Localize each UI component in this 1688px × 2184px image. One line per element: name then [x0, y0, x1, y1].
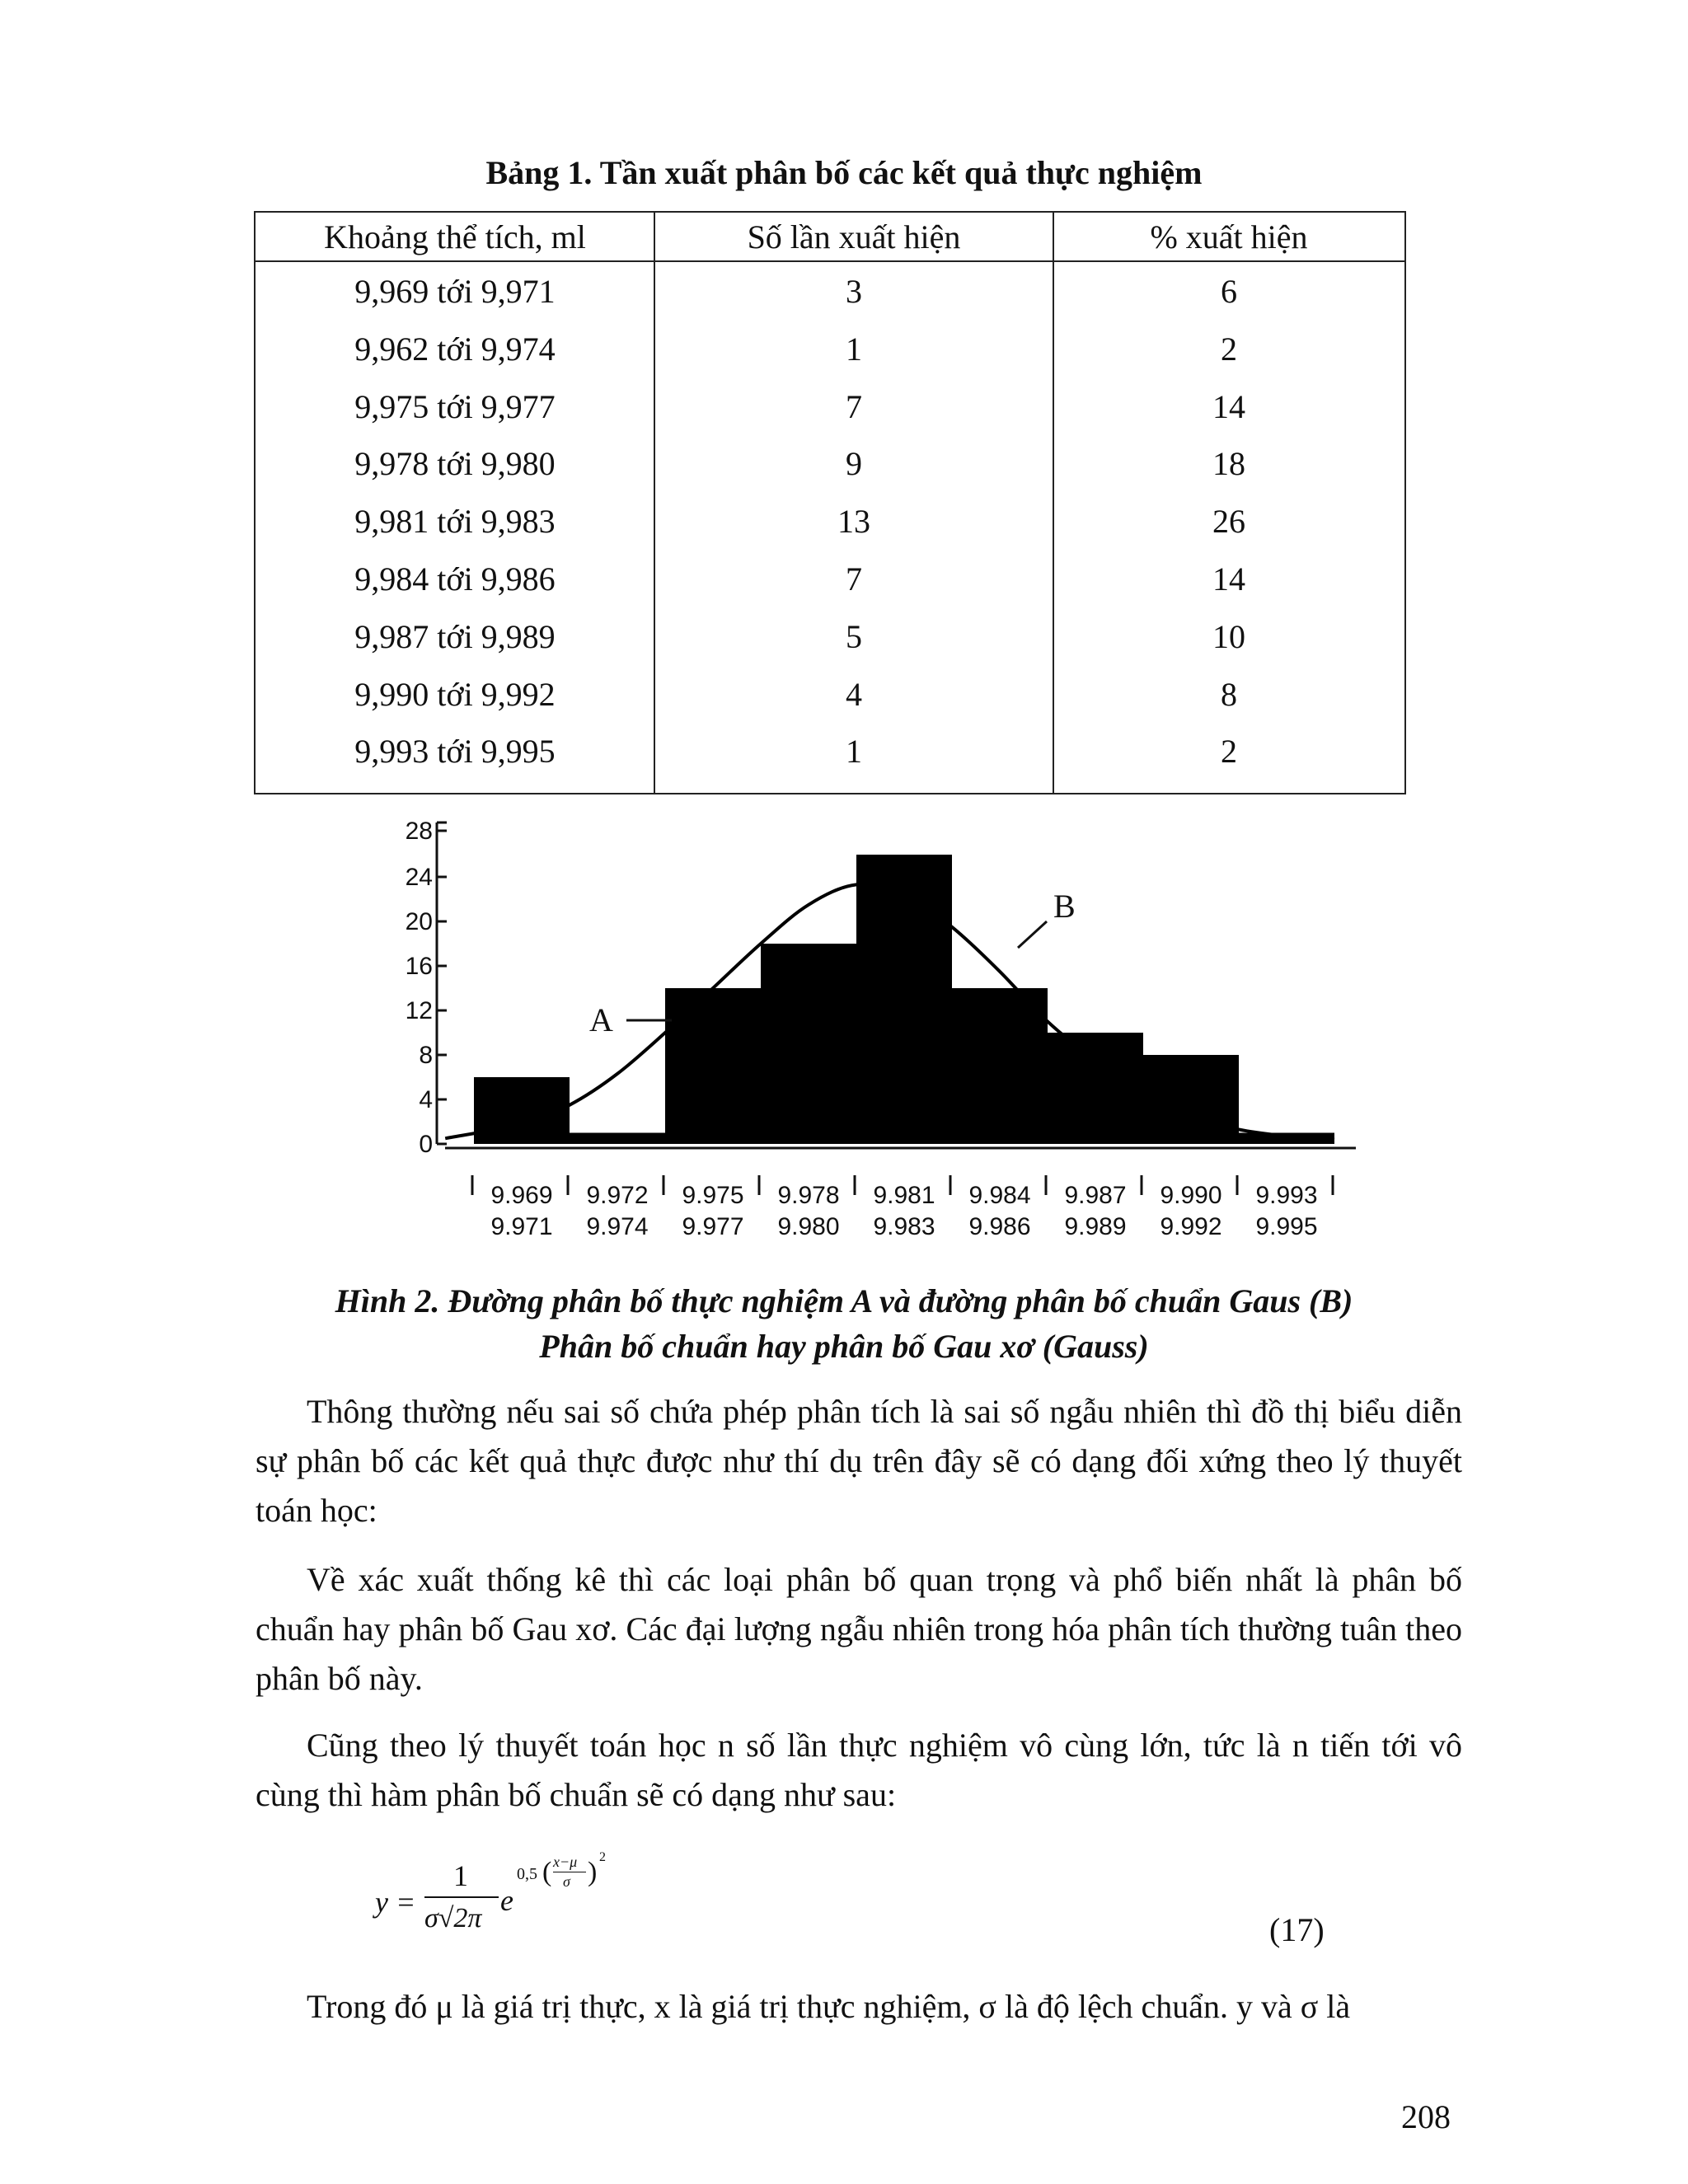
x-tick-label-to: 9.992: [1160, 1213, 1222, 1240]
y-tick-label: 24: [405, 864, 433, 891]
gauss-formula: [375, 1850, 606, 1957]
y-tick-label: 28: [405, 818, 433, 845]
paragraph-4: Trong đó μ là giá trị thực, x là giá trị thực nghiệm, σ là độ lệch chuẩn. y và σ là: [307, 1988, 1351, 2025]
table-cell: 9,975 tới 9,977: [354, 387, 556, 425]
x-tick-label-from: 9.978: [777, 1182, 840, 1209]
table-cell: 8: [1221, 675, 1237, 713]
table-cell: 6: [1221, 273, 1237, 310]
histogram-bar: [665, 988, 761, 1144]
x-tick-label-from: 9.972: [586, 1182, 649, 1209]
histogram-bar: [570, 1133, 665, 1145]
x-tick-label-from: 9.987: [1064, 1182, 1127, 1209]
table-cell: 4: [846, 675, 862, 713]
table-cell: 10: [1212, 617, 1245, 655]
table-cell: 9,990 tới 9,992: [354, 675, 556, 713]
table-header-divider: [256, 260, 1404, 262]
x-tick-label-from: 9.990: [1160, 1182, 1222, 1209]
paragraph-1: Thông thường nếu sai số chứa phép phân tích là sai số ngẫu nhiên thì đồ thị biểu diễn sự phân bố các kết quả thực được như thí dụ trên đây sẽ có dạng đối xứng theo lý thuyết toán học:: [256, 1393, 1462, 1529]
table-cell: 18: [1212, 445, 1245, 483]
table-cell: 26: [1212, 503, 1245, 541]
table-cell: 9,969 tới 9,971: [354, 273, 556, 310]
x-tick-label-from: 9.969: [490, 1182, 553, 1209]
histogram-figure: [354, 798, 1376, 1259]
table-cell: 9,978 tới 9,980: [354, 445, 556, 483]
y-tick-label: 16: [405, 953, 433, 980]
table-cell: 13: [837, 503, 870, 541]
table-cell: 9,987 tới 9,989: [354, 617, 556, 655]
figure-caption-line2: Phân bố chuẩn hay phân bố Gau xơ (Gauss): [539, 1328, 1149, 1365]
table-header-cell: Khoảng thể tích, ml: [324, 218, 586, 255]
x-tick-label-to: 9.983: [873, 1213, 935, 1240]
equation-number: (17): [1269, 1911, 1325, 1948]
page-number: 208: [1401, 2098, 1451, 2135]
table-cell: 1: [846, 330, 862, 368]
x-tick-label-to: 9.980: [777, 1213, 840, 1240]
formula-coefficient: 0,5: [517, 1865, 537, 1883]
x-tick-label-from: 9.993: [1255, 1182, 1318, 1209]
table-cell: 2: [1221, 330, 1237, 368]
table-title: Bảng 1. Tần xuất phân bố các kết quả thực nghiệm: [485, 154, 1203, 191]
paragraph-2: Về xác xuất thống kê thì các loại phân bố quan trọng và phổ biến nhất là phân bố chuẩn hay phân bố Gau xơ. Các đại lượng ngẫu nhiên trong hóa phân tích thường tuân theo phân bố này.: [256, 1561, 1462, 1697]
formula-exp-numerator: x−μ: [553, 1854, 578, 1870]
table-cell: 9: [846, 445, 862, 483]
table-cell: 9,962 tới 9,974: [354, 330, 556, 368]
curve-label-a: A: [589, 1001, 613, 1038]
formula-fraction-bar: [424, 1896, 499, 1898]
figure-caption-line1: Hình 2. Đường phân bố thực nghiệm A và đường phân bố chuẩn Gaus (B): [335, 1282, 1353, 1319]
table-cell: 9,993 tới 9,995: [354, 733, 556, 771]
y-tick-label: 12: [405, 997, 433, 1024]
histogram-bar: [952, 988, 1048, 1144]
x-tick-label-to: 9.971: [490, 1213, 553, 1240]
x-tick-label-to: 9.989: [1064, 1213, 1127, 1240]
frequency-table: [254, 211, 1406, 794]
x-tick-label-from: 9.984: [968, 1182, 1031, 1209]
formula-lhs: y =: [375, 1886, 416, 1919]
table-cell: 9,981 tới 9,983: [354, 503, 556, 541]
x-tick-label-to: 9.977: [682, 1213, 744, 1240]
formula-numerator: 1: [453, 1859, 468, 1892]
y-tick-label: 0: [419, 1131, 433, 1158]
histogram-chart: [354, 798, 1376, 1259]
table-cell: 9,984 tới 9,986: [354, 560, 556, 598]
y-tick-label: 8: [419, 1042, 433, 1069]
table-cell: 3: [846, 273, 862, 310]
formula-denominator: σ√2π: [424, 1903, 482, 1933]
table-cell: 14: [1212, 387, 1245, 425]
formula-power: 2: [599, 1850, 606, 1864]
histogram-bar: [1143, 1055, 1239, 1144]
paragraph-3: Cũng theo lý thuyết toán học n số lần thực nghiệm vô cùng lớn, tức là n tiến tới vô cùng thì hàm phân bố chuẩn sẽ có dạng như sau:: [256, 1727, 1462, 1813]
x-tick-label-to: 9.995: [1255, 1213, 1318, 1240]
x-tick-label-to: 9.974: [586, 1213, 649, 1240]
histogram-bar: [1048, 1033, 1143, 1144]
table-header-cell: % xuất hiện: [1150, 218, 1308, 255]
table-cell: 7: [846, 387, 862, 425]
table-cell: 14: [1212, 560, 1245, 598]
histogram-bar: [856, 855, 952, 1144]
histogram-bar: [761, 944, 856, 1144]
formula-exp-denominator: σ: [563, 1873, 570, 1890]
formula-base: e: [500, 1884, 513, 1917]
table-cell: 7: [846, 560, 862, 598]
y-tick-label: 20: [405, 908, 433, 935]
table-cell: 2: [1221, 733, 1237, 771]
table-header-cell: Số lần xuất hiện: [747, 218, 961, 255]
label-b-leader: [1018, 921, 1047, 948]
table-cell: 1: [846, 733, 862, 771]
formula-open-paren: (: [542, 1857, 552, 1887]
formula-close-paren: ): [588, 1857, 598, 1887]
table-cell: 5: [846, 617, 862, 655]
curve-label-b: B: [1053, 888, 1076, 925]
x-tick-label-from: 9.975: [682, 1182, 744, 1209]
x-tick-label-to: 9.986: [968, 1213, 1031, 1240]
y-tick-label: 4: [419, 1086, 433, 1113]
x-tick-label-from: 9.981: [873, 1182, 935, 1209]
